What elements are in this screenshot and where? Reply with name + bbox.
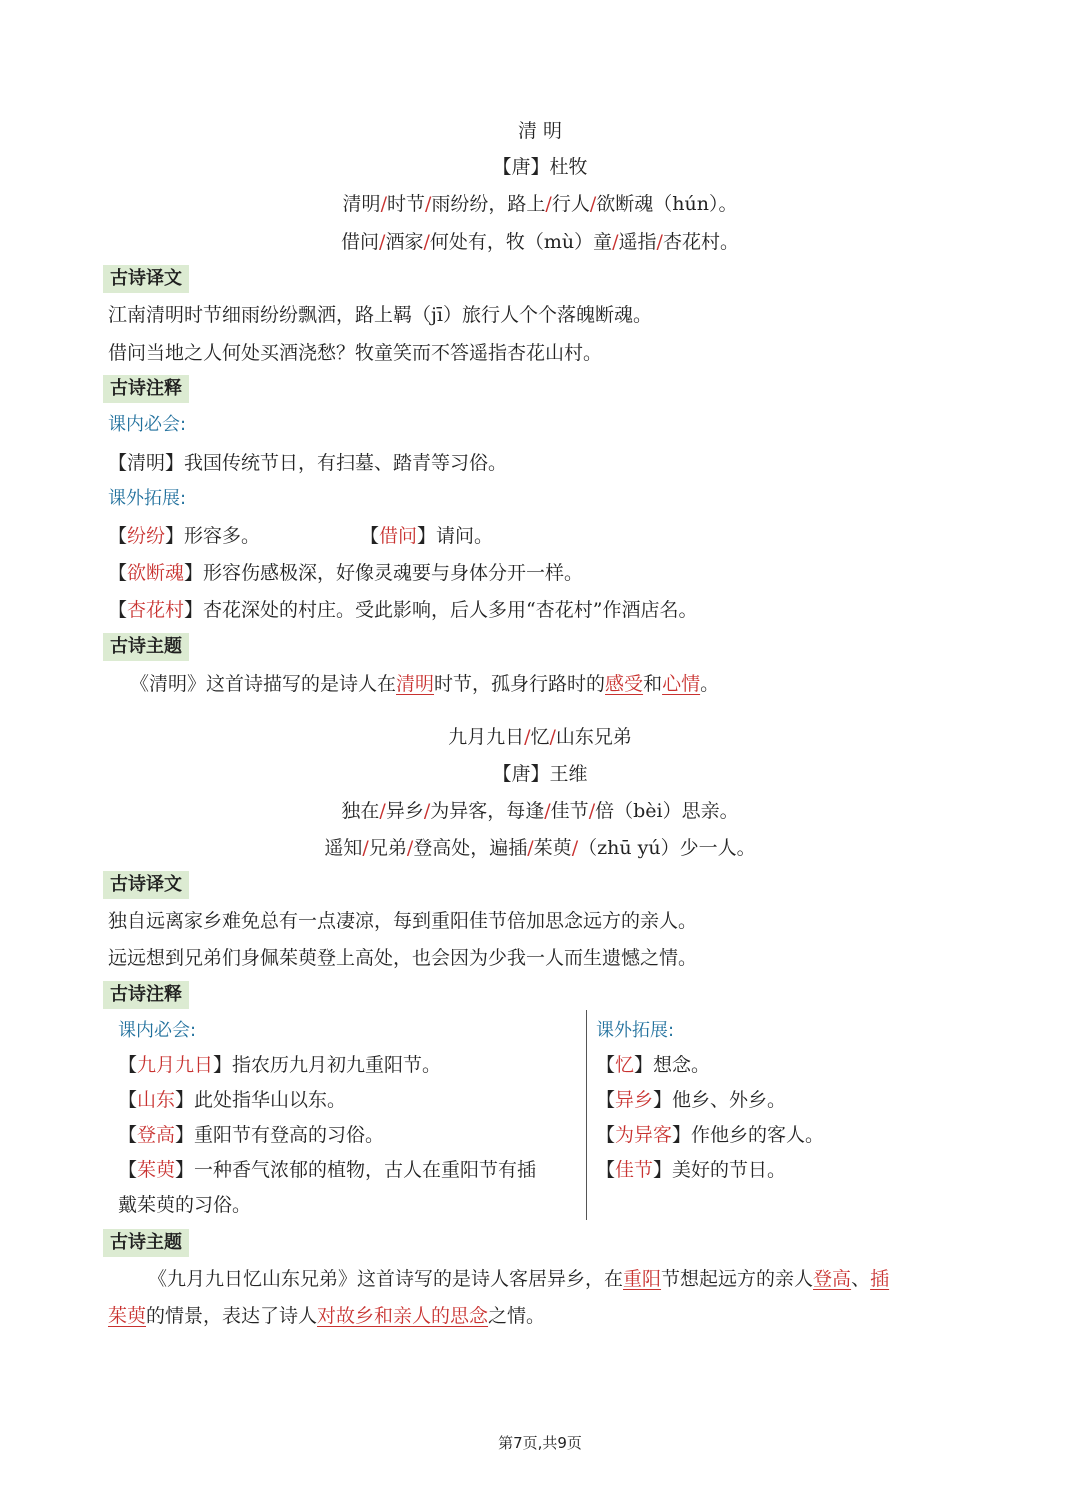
poem2-line1: 独在/异乡/为异客，每逢/佳节/倍（bèi）思亲。: [341, 800, 739, 822]
note-item: 【登高】重阳节有登高的习俗。: [118, 1124, 385, 1146]
in-class-label: 课内必会:: [108, 414, 187, 435]
note-item: 【佳节】美好的节日。: [596, 1159, 787, 1181]
in-class-label: 课内必会:: [118, 1020, 197, 1041]
translation-line: 江南清明时节细雨纷纷飘洒，路上羁（jī）旅行人个个落魄断魂。: [108, 304, 652, 326]
poem2-title: 九月九日/忆/山东兄弟: [448, 726, 632, 748]
notes-tag: 古诗注释: [103, 375, 189, 403]
translation-tag: 古诗译文: [103, 871, 189, 899]
translation-line: 远远想到兄弟们身佩茱萸登上高处，也会因为少我一人而生遗憾之情。: [108, 947, 698, 969]
notes-tag: 古诗注释: [103, 981, 189, 1009]
column-divider: [586, 1010, 587, 1220]
theme-text: 《九月九日忆山东兄弟》这首诗写的是诗人客居异乡，在重阳节想起远方的亲人登高、插: [148, 1268, 890, 1290]
poem1-line2: 借问/酒家/何处有，牧（mù）童/遥指/杏花村。: [341, 231, 739, 253]
note-item-continuation: 戴茱萸的习俗。: [118, 1194, 252, 1216]
poem1-title: 清 明: [517, 120, 563, 142]
translation-line: 借问当地之人何处买酒浇愁？牧童笑而不答遥指杏花山村。: [108, 342, 603, 364]
note-item: 【忆】想念。: [596, 1054, 711, 1076]
theme-text: 《清明》这首诗描写的是诗人在清明时节，孤身行路时的感受和心情。: [130, 673, 720, 695]
poem2-line2: 遥知/兄弟/登高处，遍插/茱萸/（zhū yú）少一人。: [324, 837, 756, 859]
note-item: 【清明】我国传统节日，有扫墓、踏青等习俗。: [108, 452, 508, 474]
poem1-author: 【唐】杜牧: [492, 156, 588, 178]
extra-label: 课外拓展:: [596, 1020, 675, 1041]
note-item: 【为异客】作他乡的客人。: [596, 1124, 825, 1146]
extra-label: 课外拓展:: [108, 488, 187, 509]
theme-tag: 古诗主题: [103, 1229, 189, 1257]
note-item: 【茱萸】一种香气浓郁的植物，古人在重阳节有插: [118, 1159, 537, 1181]
note-item: 【山东】此处指华山以东。: [118, 1089, 347, 1111]
translation-tag: 古诗译文: [103, 265, 189, 293]
note-item: 【借问】请问。: [360, 525, 494, 547]
poem1-line1: 清明/时节/雨纷纷，路上/行人/欲断魂（hún）。: [342, 193, 738, 215]
note-item: 【欲断魂】形容伤感极深，好像灵魂要与身体分开一样。: [108, 562, 584, 584]
note-item: 【九月九日】指农历九月初九重阳节。: [118, 1054, 442, 1076]
theme-tag: 古诗主题: [103, 633, 189, 661]
note-item: 【异乡】他乡、外乡。: [596, 1089, 787, 1111]
note-item: 【纷纷】形容多。: [108, 525, 261, 547]
note-item: 【杏花村】杏花深处的村庄。受此影响，后人多用“杏花村”作酒店名。: [108, 599, 698, 621]
theme-text-cont: 茱萸的情景，表达了诗人对故乡和亲人的思念之情。: [108, 1305, 546, 1327]
translation-line: 独自远离家乡难免总有一点凄凉，每到重阳佳节倍加思念远方的亲人。: [108, 910, 698, 932]
page-number: 第7页,共9页: [498, 1434, 582, 1452]
poem2-author: 【唐】王维: [492, 763, 588, 785]
